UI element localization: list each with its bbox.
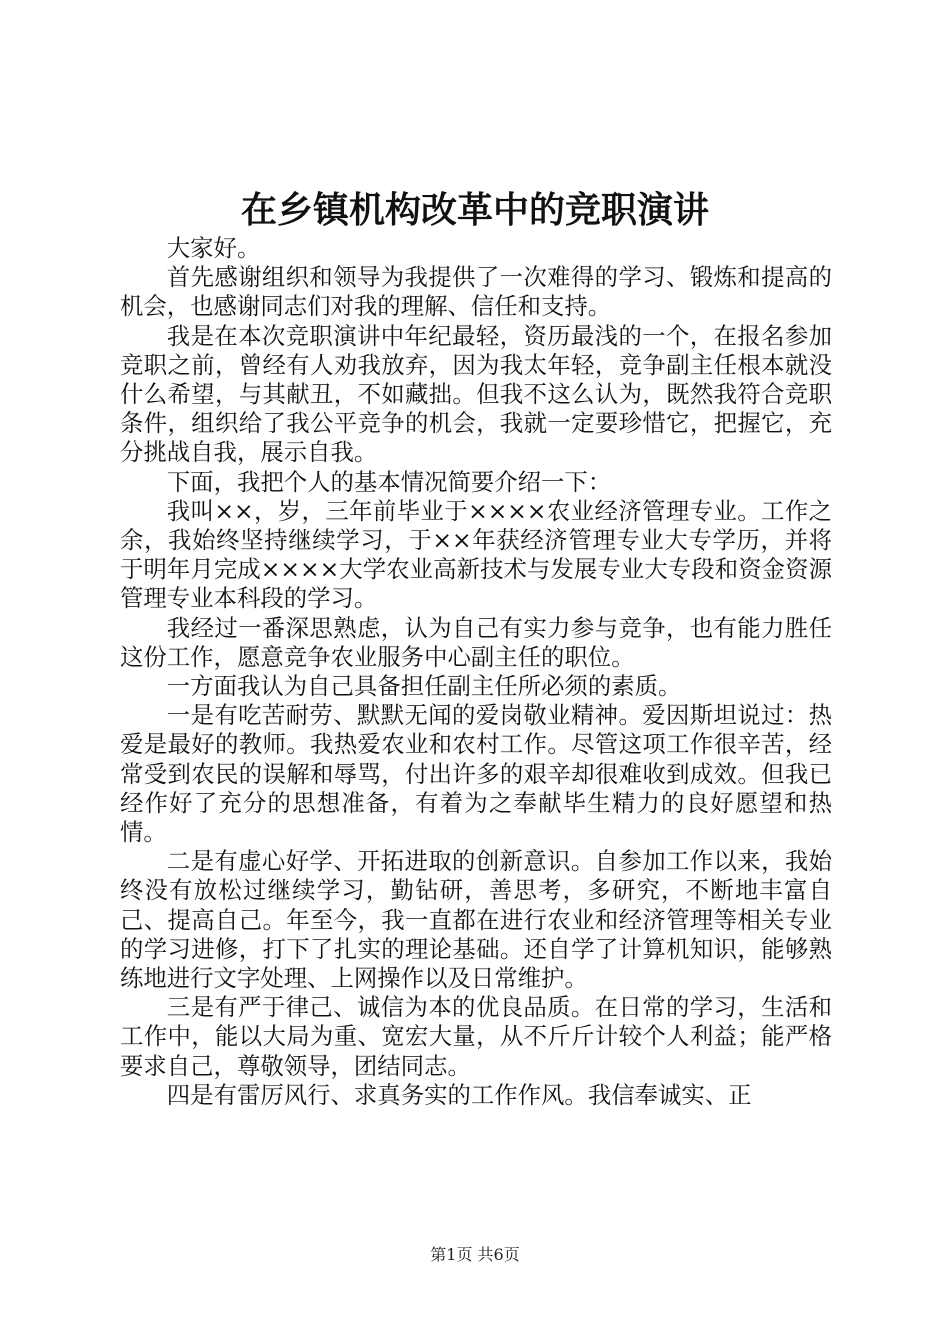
paragraph-motivation: 我是在本次竞职演讲中年纪最轻，资历最浅的一个，在报名参加竞职之前，曾经有人劝我放弃，因为我太年轻，竞争副主任根本就没什么希望，与其献丑，不如藏拙。但我不这么认为，既然我符合竞职条件，组织给了我公平竞争的机会，我就一定要珍惜它，把握它，充分挑战自我，展示自我。 — [120, 321, 832, 467]
paragraph-decision: 我经过一番深思熟虑，认为自己有实力参与竞争，也有能力胜任这份工作，愿意竞争农业服务中心副主任的职位。 — [120, 613, 832, 671]
paragraph-quality-1: 一是有吃苦耐劳、默默无闻的爱岗敬业精神。爱因斯坦说过：热爱是最好的教师。我热爱农业和农村工作。尽管这项工作很辛苦，经常受到农民的误解和辱骂，付出许多的艰辛却很难收到成效。但我已经作好了充分的思想准备，有着为之奉献毕生精力的良好愿望和热情。 — [120, 701, 832, 847]
document-title: 在乡镇机构改革中的竞职演讲 — [240, 189, 709, 231]
page-footer: 第1页 共6页 — [430, 1245, 520, 1264]
paragraph-background: 我叫××，岁，三年前毕业于××××农业经济管理专业。工作之余，我始终坚持继续学习，于××年获经济管理专业大专学历，并将于明年月完成××××大学农业高新技术与发展专业大专段和资金资源管理专业本科段的学习。 — [120, 496, 832, 613]
paragraph-qualities-intro: 一方面我认为自己具备担任副主任所必须的素质。 — [166, 672, 682, 701]
paragraph-quality-3: 三是有严于律己、诚信为本的优良品质。在日常的学习，生活和工作中，能以大局为重、宽宏大量，从不斤斤计较个人利益；能严格要求自己，尊敬领导，团结同志。 — [120, 993, 832, 1080]
paragraph-thanks: 首先感谢组织和领导为我提供了一次难得的学习、锻炼和提高的机会，也感谢同志们对我的理解、信任和支持。 — [120, 263, 832, 321]
document-body — [120, 234, 832, 1110]
paragraph-quality-4: 四是有雷厉风行、求真务实的工作作风。我信奉诚实、正 — [166, 1080, 752, 1109]
paragraph-intro: 下面，我把个人的基本情况简要介绍一下： — [166, 467, 612, 496]
paragraph-greeting: 大家好。 — [166, 234, 261, 262]
paragraph-quality-2: 二是有虚心好学、开拓进取的创新意识。自参加工作以来，我始终没有放松过继续学习，勤钻研，善思考，多研究，不断地丰富自己、提高自己。年至今，我一直都在进行农业和经济管理等相关专业的学习进修，打下了扎实的理论基础。还自学了计算机知识，能够熟练地进行文字处理、上网操作以及日常维护。 — [120, 847, 832, 993]
